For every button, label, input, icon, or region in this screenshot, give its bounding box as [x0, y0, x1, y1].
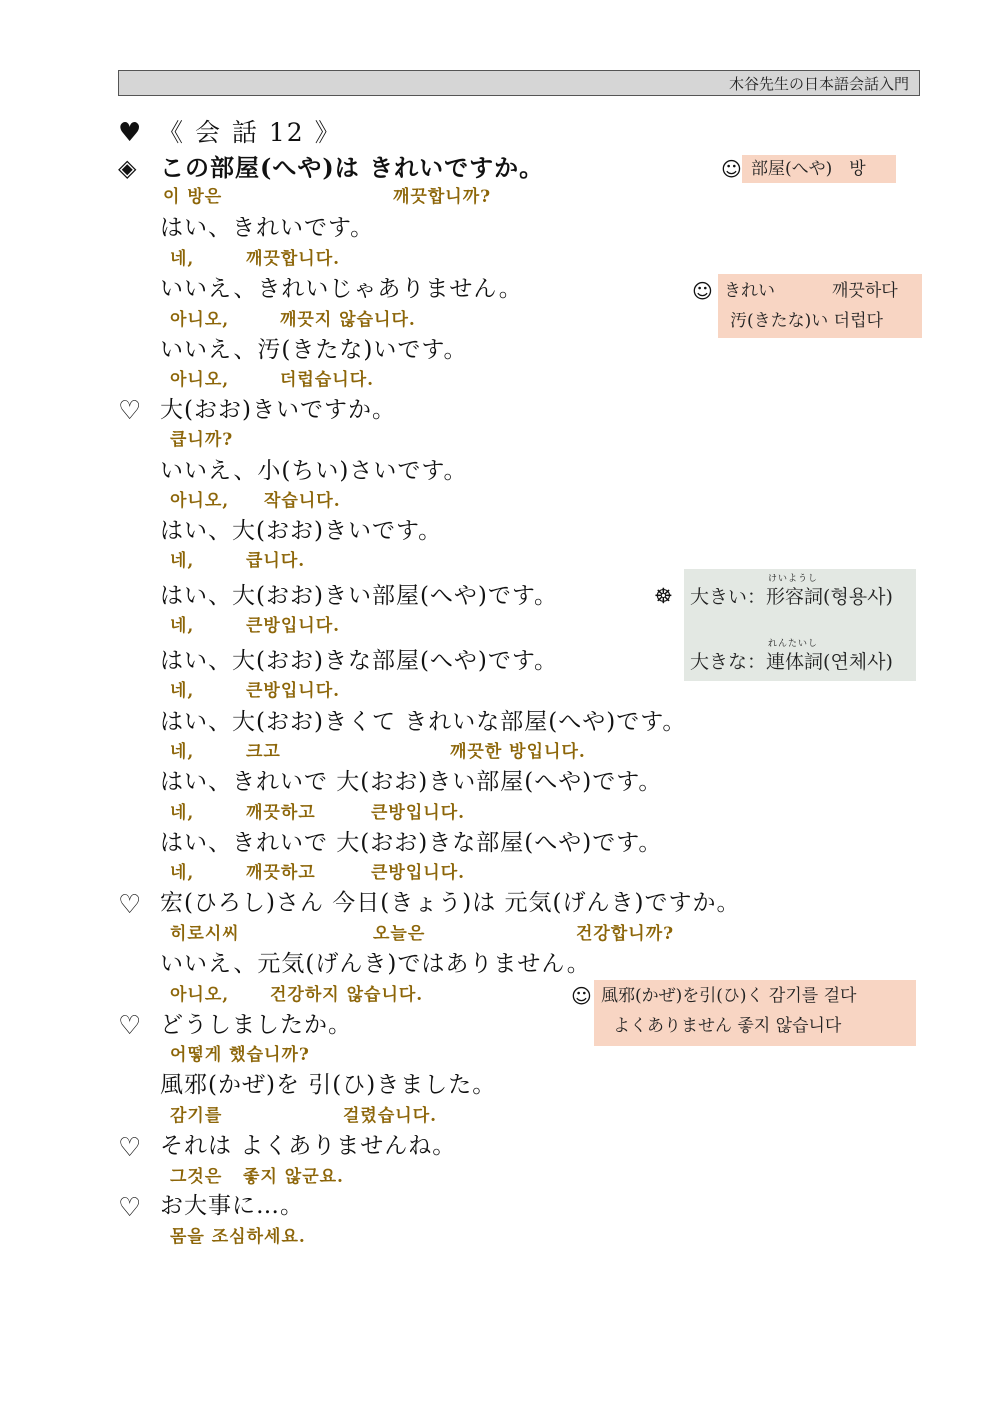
question-3-ko-c: 건강합니까?	[576, 924, 675, 944]
note-prenoun-ruby: れんたいし	[768, 639, 819, 649]
smile-icon: ☺	[721, 157, 742, 181]
answer-3-ko-b: 더럽습니다.	[280, 370, 375, 390]
main-question-ko-b: 깨끗합니까?	[393, 187, 492, 207]
heart-outline-icon: ♡	[118, 396, 142, 426]
answer-6-jp: はい、大(おお)きい部屋(へや)です。	[160, 583, 559, 609]
answer-12-ko-a: 감기를	[170, 1106, 223, 1126]
answer-3-ko-a: 아니오,	[170, 370, 230, 390]
answer-2-ko-a: 아니오,	[170, 310, 230, 330]
answer-6-ko-a: 네,	[170, 616, 195, 636]
note-dirty: 汚(きたな)い 더럽다	[730, 311, 883, 331]
note-prenoun-term	[766, 639, 824, 673]
main-question-ko-a: 이 방은	[163, 187, 223, 207]
note-grammar	[684, 569, 916, 681]
note-prenoun-ko: (연체사)	[823, 651, 893, 673]
question-2-ko: 큽니까?	[170, 430, 234, 450]
question-5-jp: それは よくありませんね。	[160, 1133, 457, 1159]
question-5-ko: 그것은 좋지 않군요.	[170, 1167, 344, 1187]
answer-7-jp: はい、大(おお)きな部屋(へや)です。	[160, 648, 559, 674]
answer-8-ko-b: 크고	[246, 742, 281, 762]
note-adjective-ko: (형용사)	[823, 586, 893, 608]
main-question-jp: この部屋(へや)は きれいですか。	[160, 153, 545, 182]
note-prenoun-kanji: 連体詞	[766, 651, 824, 673]
note-room-text: 部屋(へや) 방	[751, 159, 866, 179]
answer-9-jp: はい、きれいで 大(おお)きい部屋(へや)です。	[160, 769, 663, 795]
answer-10-ko-a: 네,	[170, 863, 195, 883]
answer-11-jp: いいえ、元気(げんき)ではありません。	[160, 951, 591, 977]
answer-1-ko-a: 네,	[170, 249, 195, 269]
smile-icon: ☺	[571, 984, 592, 1008]
answer-6-ko-b: 큰방입니다.	[246, 616, 341, 636]
question-3-jp: 宏(ひろし)さん 今日(きょう)は 元気(げんき)ですか。	[160, 890, 741, 916]
note-cold-line-1: 風邪(かぜ)を引(ひ)く 감기를 걸다	[601, 986, 857, 1006]
note-adjective-term	[766, 574, 824, 608]
answer-8-jp: はい、大(おお)きくて きれいな部屋(へや)です。	[160, 709, 687, 735]
answer-9-ko-a: 네,	[170, 803, 195, 823]
heart-outline-icon: ♡	[118, 1011, 142, 1041]
question-6-jp: お大事に…。	[160, 1193, 304, 1219]
question-4-jp: どうしましたか。	[160, 1012, 352, 1038]
answer-4-ko-a: 아니오,	[170, 491, 230, 511]
note-clean-meaning: 깨끗하다	[832, 281, 898, 301]
header-title: 木谷先生の日本語会話入門	[728, 75, 909, 93]
answer-9-ko-b: 깨끗하고	[246, 803, 316, 823]
question-3-ko-b: 오늘은	[373, 924, 426, 944]
answer-5-ko-b: 큽니다.	[246, 551, 306, 571]
note-cold	[594, 980, 916, 1046]
note-clean	[718, 274, 922, 338]
heart-outline-icon: ♡	[118, 890, 142, 920]
answer-10-jp: はい、きれいで 大(おお)きな部屋(へや)です。	[160, 830, 663, 856]
answer-5-ko-a: 네,	[170, 551, 195, 571]
note-room	[742, 155, 896, 183]
answer-7-ko-a: 네,	[170, 681, 195, 701]
heart-outline-icon: ♡	[118, 1193, 142, 1223]
heart-outline-icon: ♡	[118, 1133, 142, 1163]
answer-7-ko-b: 큰방입니다.	[246, 681, 341, 701]
note-adjective-ruby: けいようし	[768, 574, 819, 584]
answer-8-ko-a: 네,	[170, 742, 195, 762]
answer-2-jp: いいえ、きれいじゃありません。	[160, 276, 523, 302]
answer-2-ko-b: 깨끗지 않습니다.	[280, 310, 416, 330]
note-clean-word: きれい	[724, 281, 775, 301]
answer-4-jp: いいえ、小(ちい)さいです。	[160, 458, 468, 484]
question-3-ko-a: 히로시씨	[170, 924, 240, 944]
answer-1-ko-b: 깨끗합니다.	[246, 249, 341, 269]
note-prenoun-word: 大きな：	[690, 651, 767, 673]
note-adjective-kanji: 形容詞	[766, 586, 824, 608]
diamond-icon: ◈	[118, 154, 137, 182]
page-header	[118, 70, 920, 96]
question-4-ko: 어떻게 했습니까?	[170, 1045, 310, 1065]
answer-10-ko-c: 큰방입니다.	[371, 863, 466, 883]
answer-5-jp: はい、大(おお)きいです。	[160, 518, 443, 544]
heart-filled-icon: ♥	[118, 118, 142, 148]
wheel-icon: ☸	[654, 584, 673, 608]
answer-9-ko-c: 큰방입니다.	[371, 803, 466, 823]
lesson-title: 《 会 話 12 》	[158, 118, 342, 147]
question-2-jp: 大(おお)きいですか。	[160, 397, 396, 423]
answer-10-ko-b: 깨끗하고	[246, 863, 316, 883]
question-6-ko: 몸을 조심하세요.	[170, 1227, 306, 1247]
answer-8-ko-c: 깨끗한 방입니다.	[450, 742, 586, 762]
note-grammar-line-2	[690, 639, 893, 673]
smile-icon: ☺	[692, 279, 713, 303]
answer-11-ko-b: 건강하지 않습니다.	[270, 985, 424, 1005]
answer-12-ko-b: 걸렸습니다.	[343, 1106, 438, 1126]
note-cold-line-2: よくありません 좋지 않습니다	[613, 1016, 842, 1036]
answer-4-ko-b: 작습니다.	[264, 491, 341, 511]
note-adjective-word: 大きい：	[690, 586, 767, 608]
answer-12-jp: 風邪(かぜ)を 引(ひ)きました。	[160, 1072, 497, 1098]
answer-1-jp: はい、きれいです。	[160, 215, 375, 241]
answer-3-jp: いいえ、汚(きたな)いです。	[160, 337, 468, 363]
answer-11-ko-a: 아니오,	[170, 985, 230, 1005]
note-grammar-line-1	[690, 574, 893, 608]
